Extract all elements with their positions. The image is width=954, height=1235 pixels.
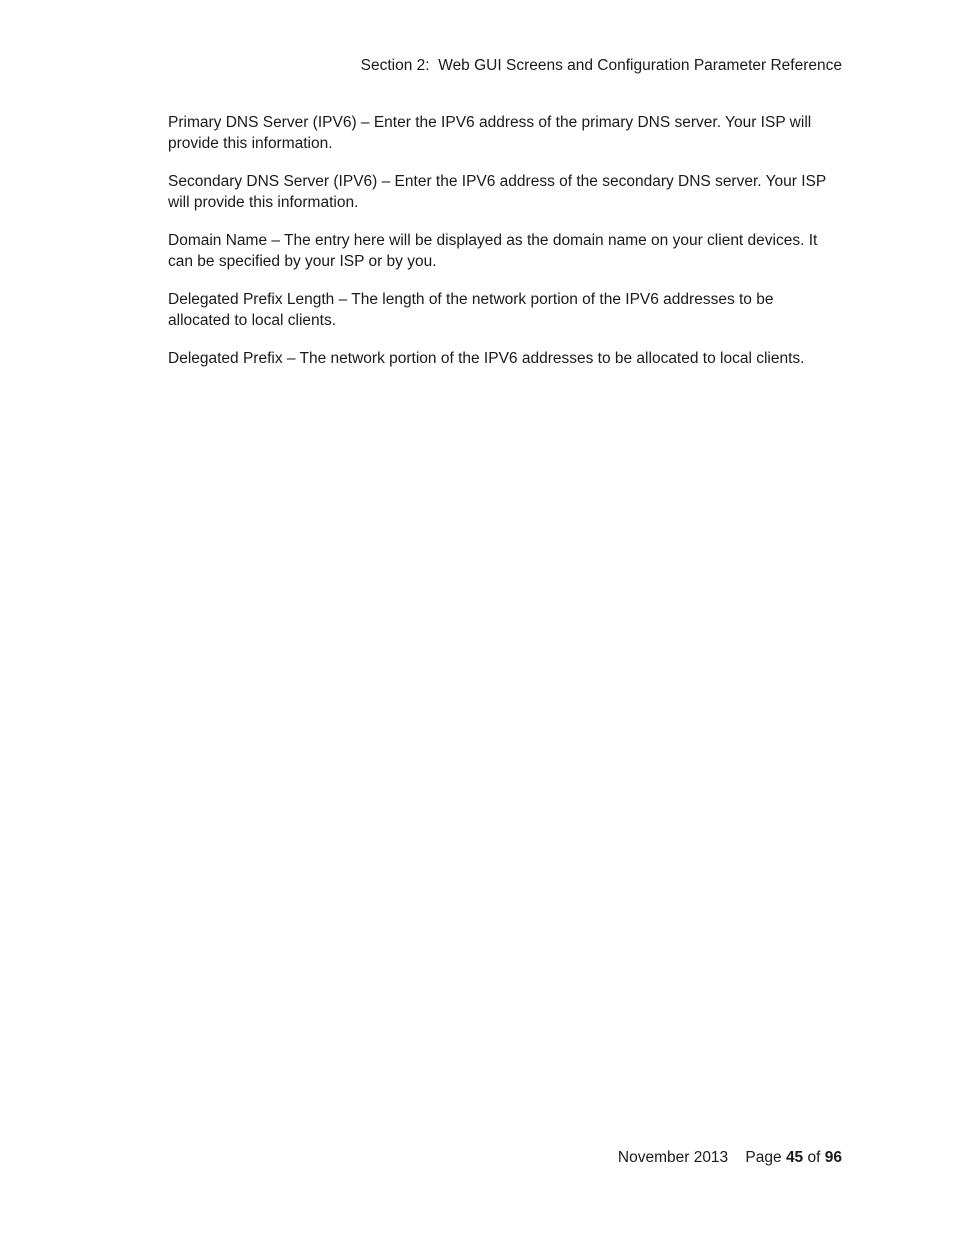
paragraph-secondary-dns: Secondary DNS Server (IPV6) – Enter the IPV6 address of the secondary DNS server. Your ISP will provide this information. — [168, 173, 826, 211]
body-text — [168, 112, 838, 386]
paragraph-delegated-prefix: Delegated Prefix – The network portion of the IPV6 addresses to be allocated to local clients. — [168, 350, 805, 367]
running-header: Section 2: Web GUI Screens and Configuration Parameter Reference — [360, 57, 842, 74]
footer-of-label: of — [807, 1149, 821, 1166]
paragraph-delegated-prefix-length: Delegated Prefix Length – The length of the network portion of the IPV6 addresses to be allocated to local clients. — [168, 291, 774, 329]
footer-page-label: Page — [745, 1149, 782, 1166]
footer-date: November 2013 — [617, 1149, 729, 1166]
paragraph-domain-name: Domain Name – The entry here will be displayed as the domain name on your client devices. It can be specified by your ISP or by you. — [168, 232, 818, 270]
paragraph-primary-dns: Primary DNS Server (IPV6) – Enter the IPV6 address of the primary DNS server. Your ISP will provide this information. — [168, 114, 812, 152]
page-footer — [618, 1148, 842, 1168]
footer-page-number: 45 — [785, 1149, 804, 1166]
footer-total-pages: 96 — [824, 1149, 842, 1166]
